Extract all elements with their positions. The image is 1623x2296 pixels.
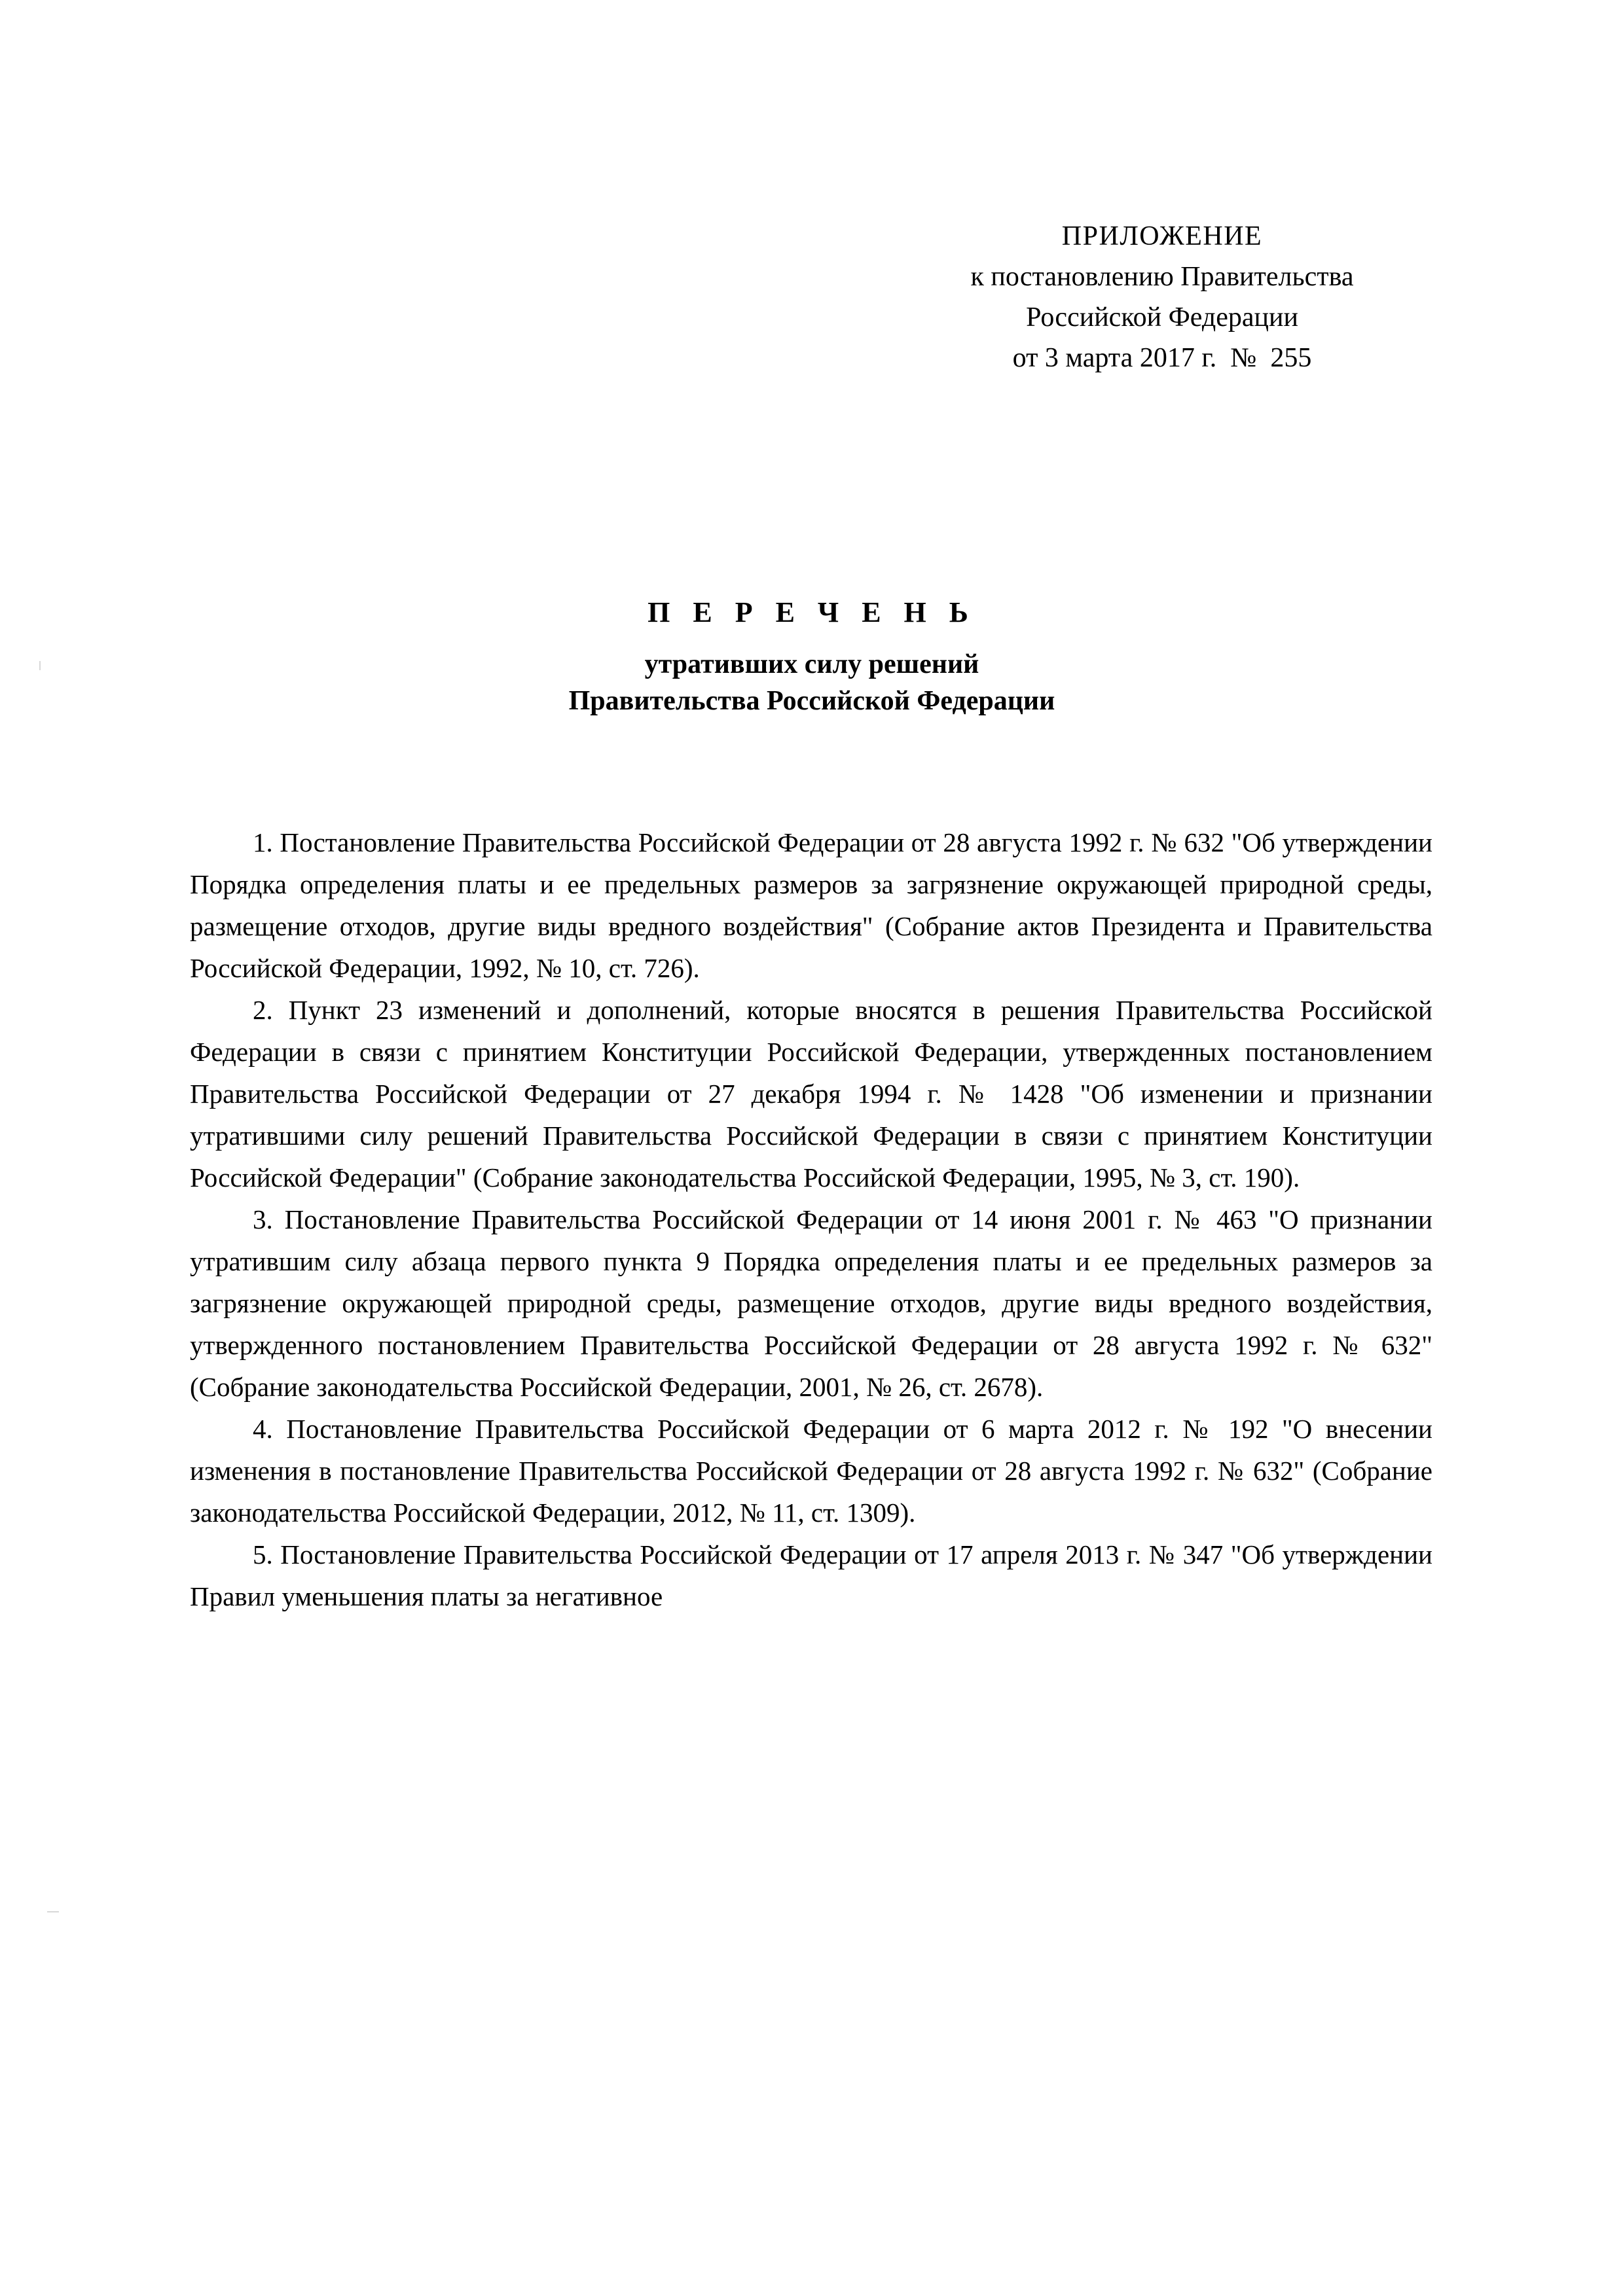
document-body: [190, 821, 1432, 1617]
page-title-main: П Е Р Е Ч Е Н Ь: [647, 596, 976, 628]
scan-artifact: [47, 1911, 59, 1912]
appendix-label: ПРИЛОЖЕНИЕ: [1061, 221, 1263, 251]
appendix-line-1: к постановлению Правительства: [970, 262, 1354, 292]
list-item: 2. Пункт 23 изменений и дополнений, которые вносятся в решения Правительства Российской Федерации в связи с принятием Конституции Российской Федерации, утвержденных постановлением Правительства Российской Федерации от 27 декабря 1994 г. № 1428 "Об изменении и признании утратившими силу решений Правительства Российской Федерации в связи с принятием Конституции Российской Федерации" (Собрание законодательства Российской Федерации, 1995, № 3, ст. 190).: [190, 995, 1432, 1193]
page-title-sub-2: Правительства Российской Федерации: [568, 686, 1055, 716]
scan-artifact: [39, 661, 41, 670]
appendix-line-2: Российской Федерации: [1026, 302, 1298, 332]
list-item: 3. Постановление Правительства Российской Федерации от 14 июня 2001 г. № 463 "О признании утратившим силу абзаца первого пункта 9 Порядка определения платы и ее предельных размеров за загрязнение окружающей природной среды, размещение отходов, другие виды вредного воздействия, утвержденного постановлением Правительства Российской Федерации от 28 августа 1992 г. № 632" (Собрание законодательства Российской Федерации, 2001, № 26, ст. 2678).: [190, 1204, 1432, 1402]
page-title-sub-1: утративших силу решений: [644, 649, 979, 679]
list-item: 1. Постановление Правительства Российской Федерации от 28 августа 1992 г. № 632 "Об утверждении Порядка определения платы и ее предельных размеров за загрязнение окружающей природной среды, размещение отходов, другие виды вредного воздействия" (Собрание актов Президента и Правительства Российской Федерации, 1992, № 10, ст. 726).: [190, 827, 1432, 983]
list-item: 5. Постановление Правительства Российской Федерации от 17 апреля 2013 г. № 347 "Об утверждении Правил уменьшения платы за негативное: [190, 1539, 1432, 1611]
list-item: 4. Постановление Правительства Российской Федерации от 6 марта 2012 г. № 192 "О внесении изменения в постановление Правительства Российской Федерации от 28 августа 1992 г. № 632" (Собрание законодательства Российской Федерации, 2012, № 11, ст. 1309).: [190, 1414, 1432, 1528]
appendix-line-3: от 3 марта 2017 г. № 255: [1012, 343, 1312, 373]
appendix-reference: [858, 216, 1467, 378]
page-title: [190, 596, 1434, 719]
